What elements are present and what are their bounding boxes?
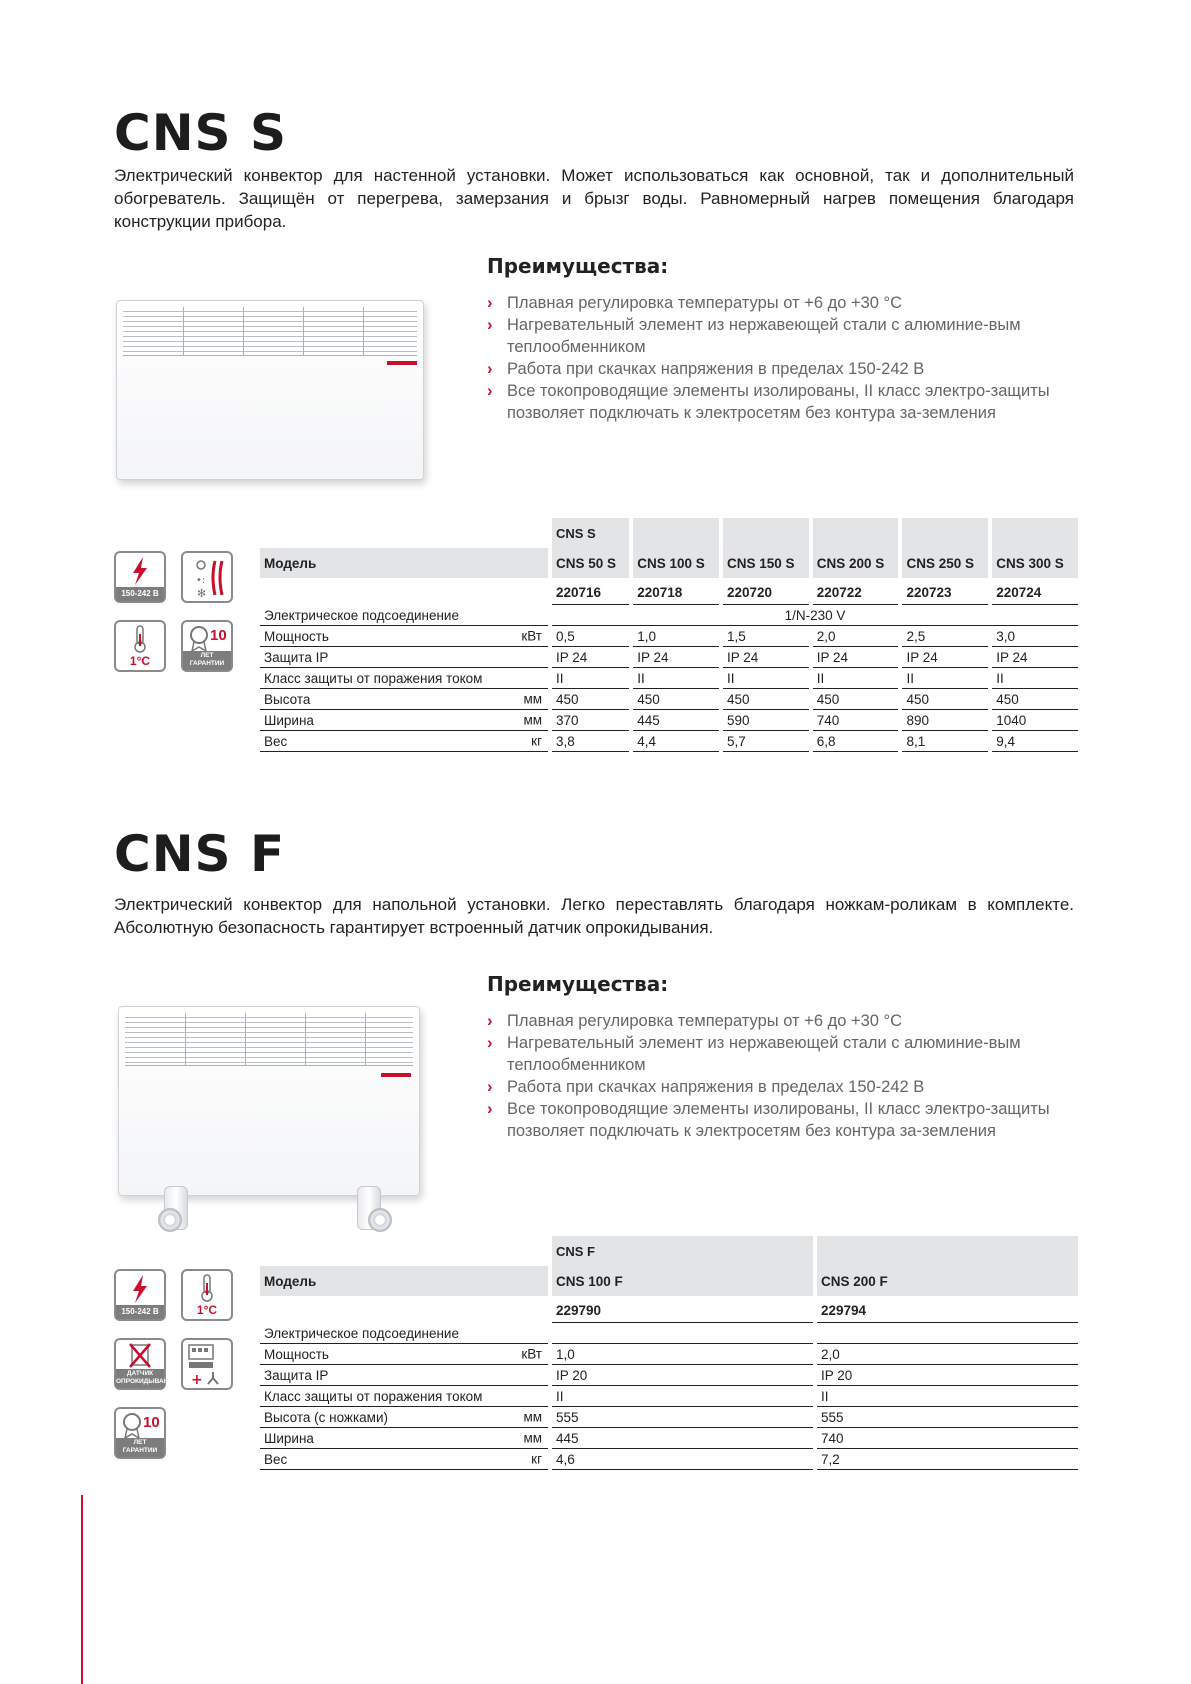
tip-over-sensor-icon: ДАТЧИК ОПРОКИДЫВАНИЯ	[114, 1338, 166, 1390]
cns-s-description: Электрический конвектор для настенной установки. Может использоваться как основной, так и дополнительный обогреватель. Защищён от перегрева, замерзания и брызг воды. Равномерный нагрев помещения благодаря конструкции прибора.	[114, 166, 1074, 231]
table-row: Ширина мм 445 740	[260, 1428, 1078, 1449]
chevron-right-icon: ›	[487, 316, 493, 334]
table-row: Вес кг 4,6 7,2	[260, 1449, 1078, 1470]
control-panel-icon	[181, 1338, 233, 1390]
svg-text:•:: •:	[196, 575, 206, 586]
cns-f-heater-image	[112, 996, 430, 1236]
cns-f-spec-table	[256, 1236, 1082, 1470]
voltage-range-icon: 150-242 В	[114, 551, 166, 603]
table-row: Класс защиты от поражения током II II	[260, 1386, 1078, 1407]
cns-s-advantages-list	[487, 292, 1077, 424]
page-edge-accent-line	[81, 1495, 83, 1684]
cns-f-advantages-title: Преимущества:	[487, 972, 669, 996]
table-row: Высота мм 450 450 450 450 450 450	[260, 689, 1078, 710]
table-row: Ширина мм 370 445 590 740 890 1040	[260, 710, 1078, 731]
advantage-item: › Все токопроводящие элементы изолированы, II класс электро-защиты позволяет подключать к электросетям без контура за-земления	[487, 1100, 1050, 1140]
cns-s-spec-table	[256, 518, 1082, 752]
series-header: CNS S	[552, 518, 629, 548]
cns-s-advantages-title: Преимущества:	[487, 254, 669, 278]
svg-text:✻: ✻	[197, 587, 207, 600]
chevron-right-icon: ›	[487, 294, 493, 312]
voltage-range-icon: 150-242 В	[114, 1269, 166, 1321]
advantage-item: › Плавная регулировка температуры от +6 до +30 °C	[487, 294, 903, 312]
warranty-icon: 10 ЛЕТ ГАРАНТИИ	[114, 1407, 166, 1459]
advantage-item: › Плавная регулировка температуры от +6 до +30 °C	[487, 1012, 903, 1030]
chevron-right-icon: ›	[487, 1012, 493, 1030]
advantage-item: › Работа при скачках напряжения в пределах 150-242 В	[487, 1078, 925, 1096]
table-row: Мощность кВт 1,0 2,0	[260, 1344, 1078, 1365]
frost-overheat-protection-icon	[181, 551, 233, 603]
warranty-icon: 10 ЛЕТ ГАРАНТИИ	[181, 620, 233, 672]
series-header: CNS F	[552, 1236, 813, 1266]
chevron-right-icon: ›	[487, 1078, 493, 1096]
table-row: 220716 220718 220720 220722 220723 220724	[260, 580, 1078, 605]
cns-f-title: CNS F	[114, 825, 286, 883]
advantage-item: › Работа при скачках напряжения в пределах 150-242 В	[487, 360, 925, 378]
advantage-item: › Все токопроводящие элементы изолированы, II класс электро-защиты позволяет подключать к электросетям без контура за-земления	[487, 382, 1050, 422]
table-row: Электрическое подсоединение	[260, 1323, 1078, 1344]
chevron-right-icon: ›	[487, 1034, 493, 1052]
chevron-right-icon: ›	[487, 360, 493, 378]
table-row: Защита IP IP 24 IP 24 IP 24 IP 24 IP 24 IP 24	[260, 647, 1078, 668]
table-row: Высота (с ножками) мм 555 555	[260, 1407, 1078, 1428]
table-row: Модель CNS 50 S CNS 100 S CNS 150 S CNS 200 S CNS 250 S CNS 300 S	[260, 548, 1078, 580]
table-row: Электрическое подсоединение 1/N-230 V	[260, 605, 1078, 626]
thermometer-icon: 1°C	[114, 620, 166, 672]
cns-s-heater-image	[112, 296, 430, 486]
cns-f-description: Электрический конвектор для напольной установки. Легко переставлять благодаря ножкам-роликам в комплекте. Абсолютную безопасность гарантирует встроенный датчик опрокидывания.	[114, 895, 1074, 937]
table-row: Класс защиты от поражения током II II II II II II	[260, 668, 1078, 689]
cns-s-title: CNS S	[114, 104, 287, 162]
table-row: Мощность кВт 0,5 1,0 1,5 2,0 2,5 3,0	[260, 626, 1078, 647]
table-row: Вес кг 3,8 4,4 5,7 6,8 8,1 9,4	[260, 731, 1078, 752]
chevron-right-icon: ›	[487, 382, 493, 400]
cns-f-advantages-list	[487, 1010, 1077, 1142]
thermometer-icon: 1°C	[181, 1269, 233, 1321]
table-row: Модель CNS 100 F CNS 200 F	[260, 1266, 1078, 1298]
advantage-item: › Нагревательный элемент из нержавеющей стали с алюминие-вым теплообменником	[487, 316, 1021, 356]
svg-text:+: +	[191, 1372, 203, 1388]
chevron-right-icon: ›	[487, 1100, 493, 1118]
table-row: 229790 229794	[260, 1298, 1078, 1323]
table-row: Защита IP IP 20 IP 20	[260, 1365, 1078, 1386]
advantage-item: › Нагревательный элемент из нержавеющей стали с алюминие-вым теплообменником	[487, 1034, 1021, 1074]
